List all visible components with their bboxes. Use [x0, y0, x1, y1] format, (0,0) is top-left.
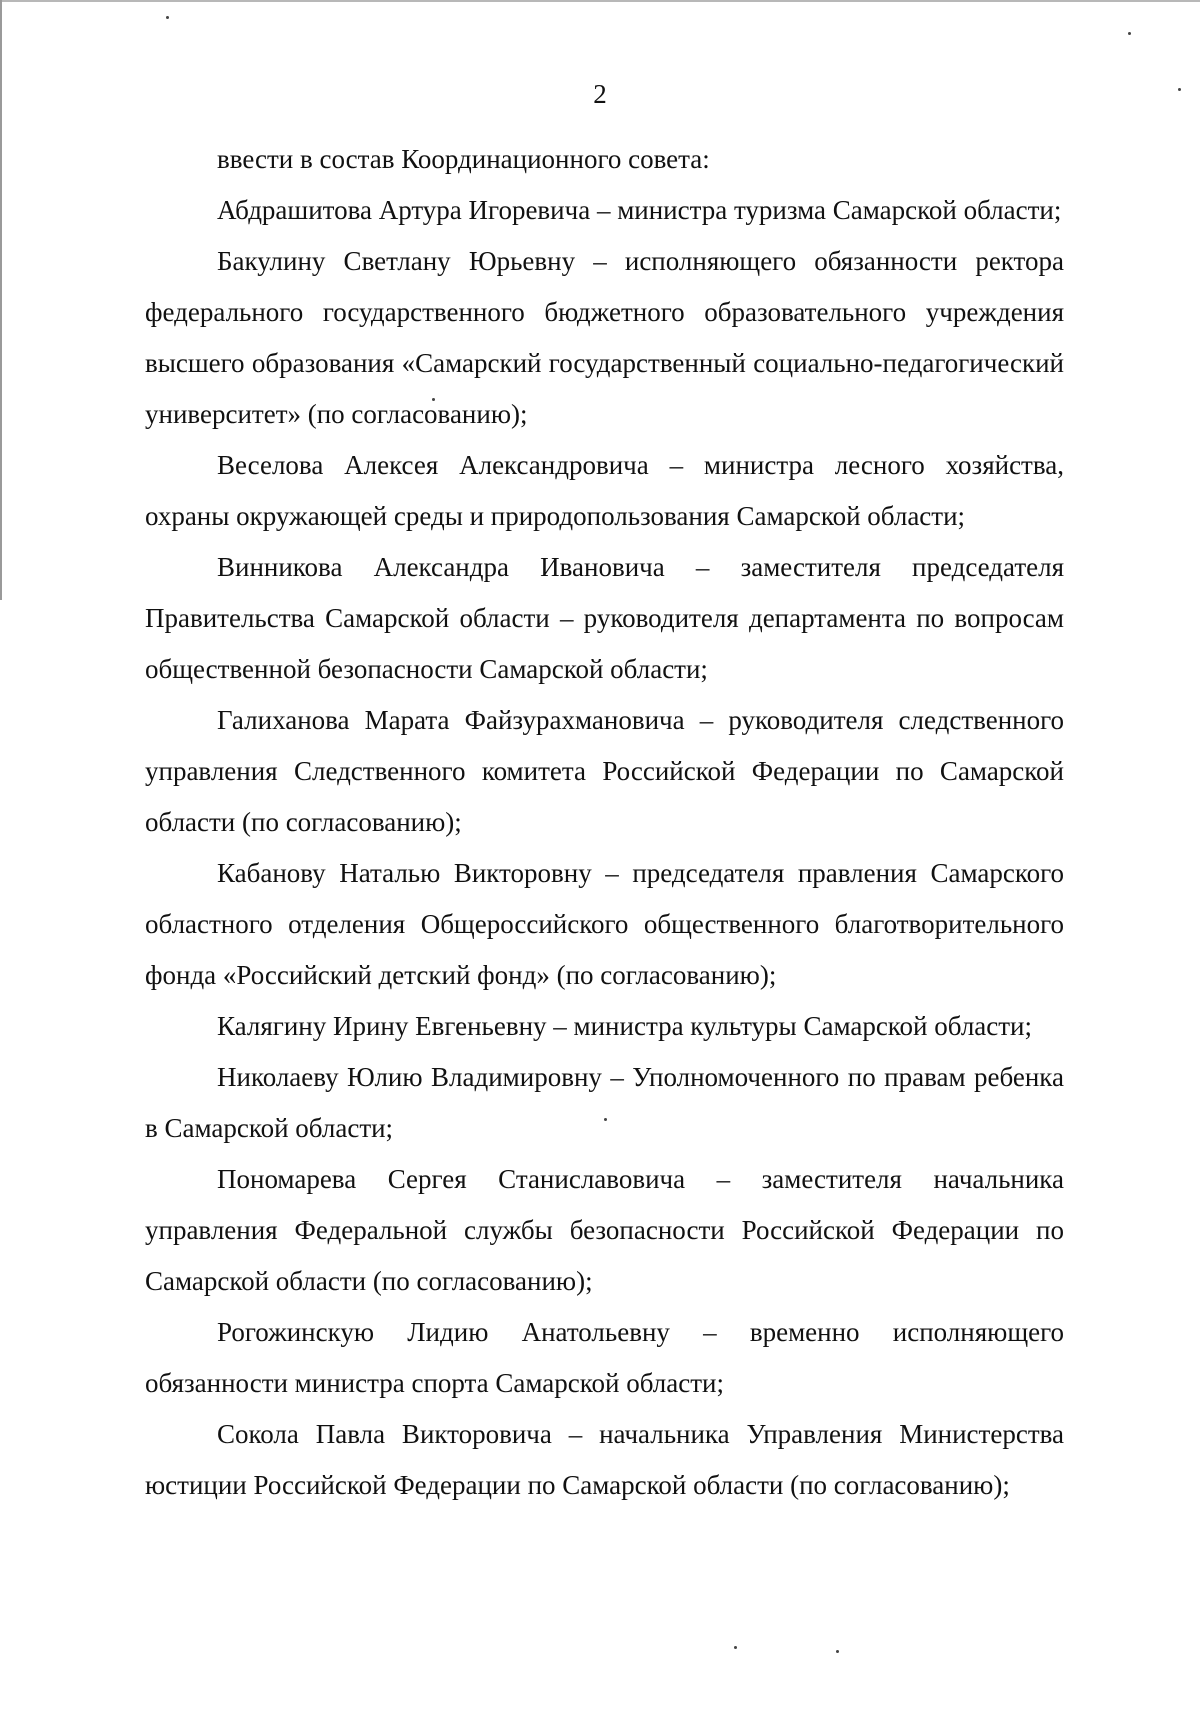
- document-body: [145, 134, 1064, 1511]
- list-item: Бакулину Светлану Юрьевну – исполняющего обязанности ректора федерального государственного бюджетного образовательного учреждения высшего образования «Самарский государственный социально-педагогический университет» (по согласованию);: [145, 246, 1064, 429]
- list-item: Веселова Алексея Александровича – министра лесного хозяйства, охраны окружающей среды и природопользования Самарской области;: [145, 450, 1064, 531]
- list-item: Абдрашитова Артура Игоревича – министра туризма Самарской области;: [217, 195, 1062, 225]
- list-item: Рогожинскую Лидию Анатольевну – временно исполняющего обязанности министра спорта Самарской области;: [145, 1317, 1064, 1398]
- scan-speck: [1128, 32, 1131, 35]
- list-item: Галиханова Марата Файзурахмановича – руководителя следственного управления Следственного комитета Российской Федерации по Самарской области (по согласованию);: [145, 705, 1064, 837]
- page-number: 2: [593, 79, 607, 109]
- list-item: Винникова Александра Ивановича – заместителя председателя Правительства Самарской области – руководителя департамента по вопросам общественной безопасности Самарской области;: [145, 552, 1064, 684]
- scan-edge-top: [0, 0, 1200, 2]
- list-item: Калягину Ирину Евгеньевну – министра культуры Самарской области;: [217, 1011, 1033, 1041]
- scan-speck: [836, 1650, 839, 1653]
- list-item: Николаеву Юлию Владимировну – Уполномоченного по правам ребенка в Самарской области;: [145, 1062, 1064, 1143]
- list-item: Пономарева Сергея Станиславовича – заместителя начальника управления Федеральной службы безопасности Российской Федерации по Самарской области (по согласованию);: [145, 1164, 1064, 1296]
- scan-speck: [166, 16, 169, 19]
- intro-paragraph: ввести в состав Координационного совета:: [217, 144, 710, 174]
- scan-speck: [734, 1646, 737, 1649]
- list-item: Кабанову Наталью Викторовну – председателя правления Самарского областного отделения Общероссийского общественного благотворительного фонда «Российский детский фонд» (по согласованию);: [145, 858, 1064, 990]
- list-item: Сокола Павла Викторовича – начальника Управления Министерства юстиции Российской Федерации по Самарской области (по согласованию);: [145, 1419, 1064, 1500]
